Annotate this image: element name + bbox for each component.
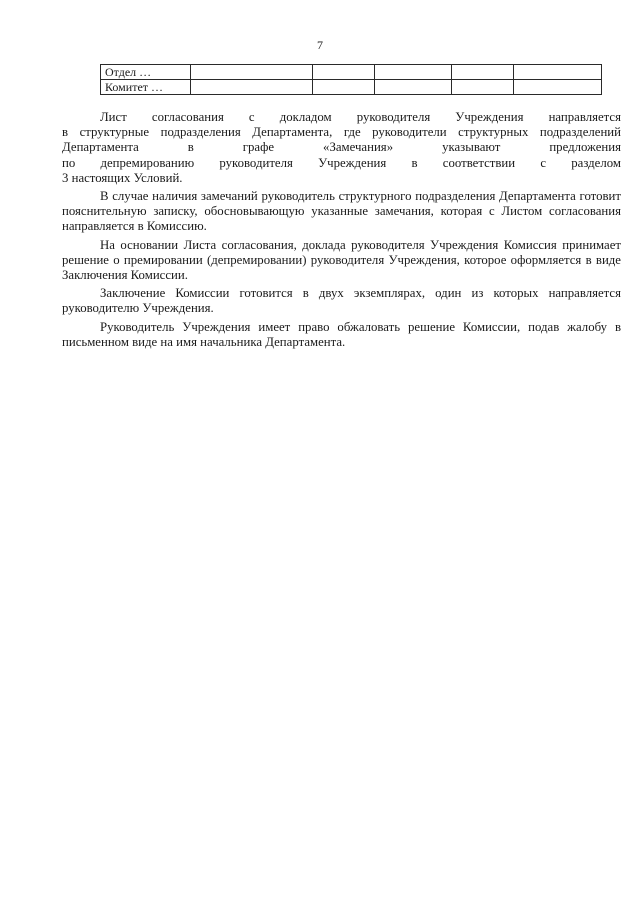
- table-cell: [452, 65, 514, 80]
- paragraph-approval-sheet: [62, 110, 621, 186]
- table-cell: [375, 80, 452, 95]
- paragraph-conclusion-copies: Заключение Комиссии готовится в двух экземплярах, один из которых направляется руководителю Учреждения.: [62, 286, 621, 316]
- paragraph-line: 3 настоящих Условий.: [62, 170, 183, 185]
- page-number: 7: [317, 38, 323, 52]
- row-label-committee: Комитет …: [101, 80, 191, 95]
- approval-table: [100, 64, 602, 95]
- paragraph-remarks: В случае наличия замечаний руководитель структурного подразделения Департамента готовит пояснительную записку, обосновывающую указанные замечания, которая с Листом согласования направляется в Комиссию.: [62, 189, 621, 234]
- table-cell: [514, 80, 602, 95]
- row-label-department: Отдел …: [101, 65, 191, 80]
- table-row: [101, 65, 602, 80]
- paragraph-line: по депремированию руководителя Учреждения в соответствии с разделом: [62, 155, 621, 170]
- paragraph-appeal: Руководитель Учреждения имеет право обжаловать решение Комиссии, подав жалобу в письменном виде на имя начальника Департамента.: [62, 319, 621, 349]
- paragraph-line: в структурные подразделения Департамента, где руководители структурных подразделений: [62, 125, 621, 140]
- table-cell: [191, 80, 313, 95]
- table-cell: [452, 80, 514, 95]
- paragraph-commission-decision: На основании Листа согласования, доклада руководителя Учреждения Комиссия принимает решение о премировании (депремировании) руководителя Учреждения, которое оформляется в виде Заключения Комиссии.: [62, 237, 621, 283]
- paragraph-line: Лист согласования с докладом руководителя Учреждения направляется: [100, 110, 621, 124]
- document-body: [62, 110, 621, 353]
- table-cell: [514, 65, 602, 80]
- table-cell: [191, 65, 313, 80]
- table-cell: [375, 65, 452, 80]
- paragraph-line: Департамента в графе «Замечания» указывают предложения: [62, 140, 621, 155]
- table-row: [101, 80, 602, 95]
- table-cell: [313, 65, 375, 80]
- table-cell: [313, 80, 375, 95]
